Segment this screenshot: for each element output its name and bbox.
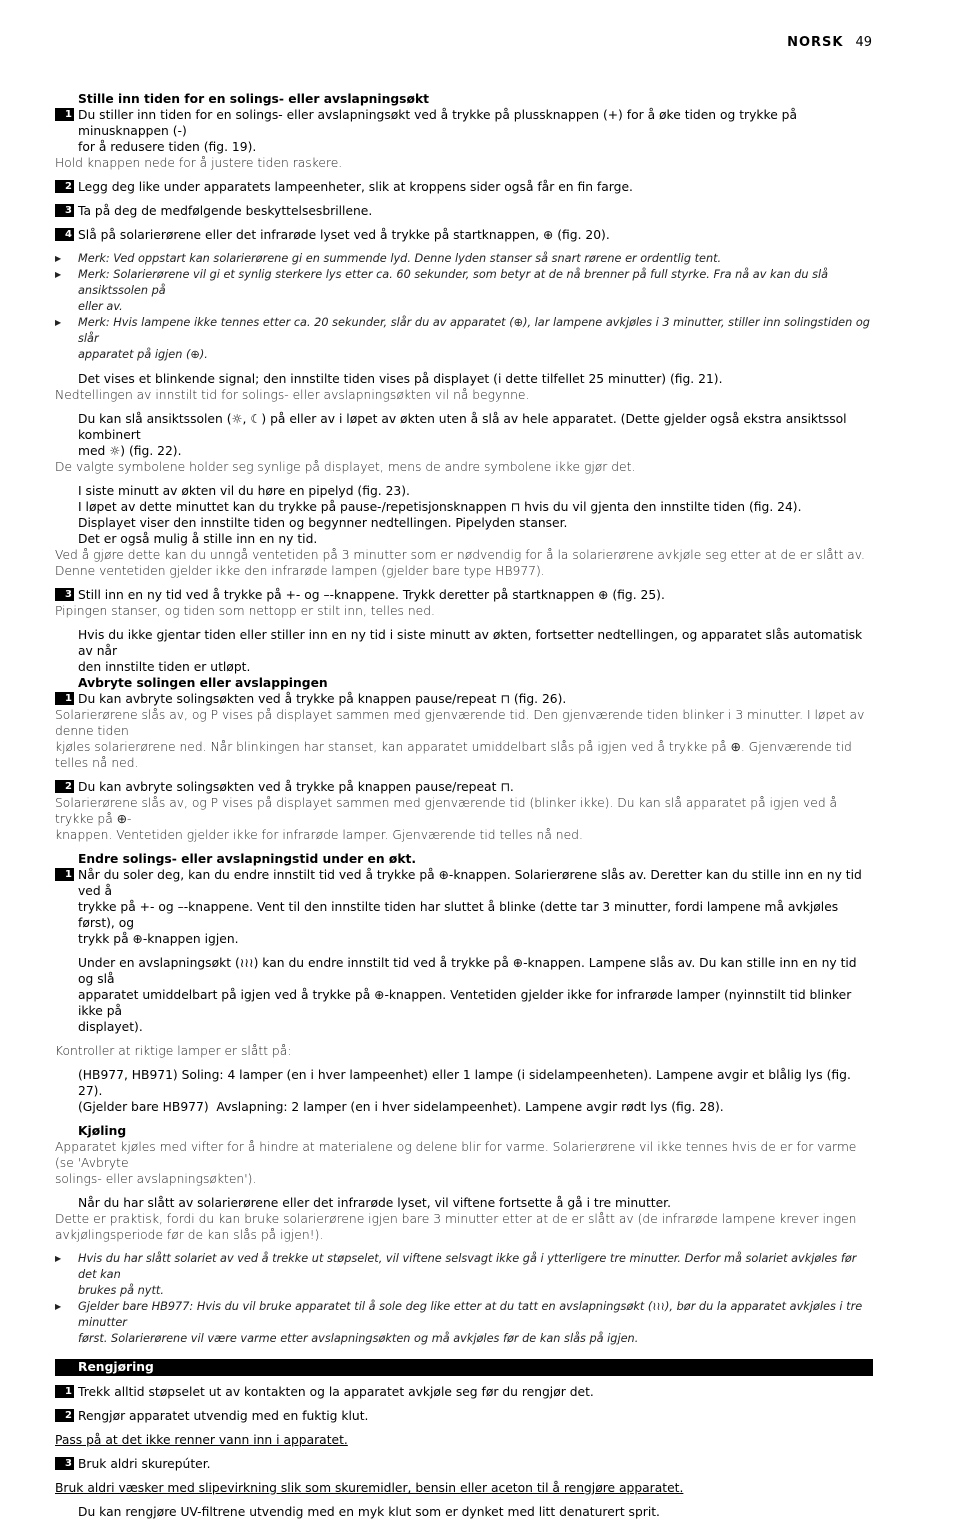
- text-line: De valgte symbolene holder seg synlige på displayet, mens de andre symbolene ikke gjør det.: [55, 460, 636, 474]
- paragraph: [55, 387, 873, 403]
- step-text-line: Ta på deg de medfølgende beskyttelsesbrillene.: [78, 204, 373, 218]
- step-number-badge: 2: [55, 180, 74, 193]
- step-text-line: Trekk alltid støpselet ut av kontakten og la apparatet avkjøle seg før du rengjør det.: [78, 1385, 594, 1399]
- spacer: [55, 843, 873, 851]
- warning-paragraph: [55, 1432, 873, 1448]
- step-number-badge: 1: [55, 868, 74, 881]
- spacer: [55, 771, 873, 779]
- section-heading: Stille inn tiden for en solings- eller avslapningsøkt: [78, 92, 430, 106]
- manual-page-content: [55, 91, 873, 1520]
- paragraph: [55, 1211, 873, 1243]
- text-line: Pipingen stanser, og tiden som nettopp er stilt inn, telles ned.: [55, 604, 435, 618]
- numbered-step: [55, 1408, 873, 1424]
- step-text-line: Du kan avbryte solingsøkten ved å trykke på knappen pause/repeat ⊓.: [78, 780, 514, 794]
- numbered-step: [55, 1384, 873, 1400]
- step-text-line: Legg deg like under apparatets lampeenheter, slik at kroppens sider også får en fin farge.: [78, 180, 633, 194]
- spacer: [55, 619, 873, 627]
- text-line: apparatet umiddelbart på igjen ved å trykke på ⊕-knappen. Ventetiden gjelder ikke for infrarøde lamper (nyinnstilt tid blinker ikke på: [78, 988, 856, 1018]
- paragraph: [55, 547, 873, 579]
- text-line: Displayet viser den innstilte tiden og begynner nedtellingen. Pipelyden stanser.: [78, 516, 568, 530]
- warning-paragraph: [55, 1480, 873, 1496]
- numbered-step: [55, 203, 873, 219]
- page-number: 49: [855, 35, 872, 50]
- spacer: [55, 219, 873, 227]
- text-line: Bruk aldri væsker med slipevirkning slik som skuremidler, bensin eller aceton til å rengjøre apparatet.: [55, 1481, 684, 1495]
- text-line: Kontroller at riktige lamper er slått på:: [55, 1044, 292, 1058]
- bullet-icon: ▶: [55, 1302, 62, 1311]
- text-line: (Gjelder bare HB977) Avslapning: 2 lamper (en i hver sidelampeenhet). Lampene avgir rødt lys (fig. 28).: [78, 1100, 724, 1114]
- text-line: Ved å gjøre dette kan du unngå ventetiden på 3 minutter som er nødvendig for å la solarierørene avkjøle seg etter at de er slått av.: [55, 548, 865, 562]
- numbered-step: [55, 1456, 873, 1472]
- note-item: [55, 267, 873, 315]
- note-text-line: Merk: Solarierørene vil gi et synlig sterkere lys etter ca. 60 sekunder, som betyr at de nå brenner på full styrke. Fra nå av kan du slå ansiktssolen på: [78, 268, 829, 297]
- numbered-step: [55, 179, 873, 195]
- text-line: solings- eller avslapningsøkten').: [55, 1172, 257, 1186]
- step-text-line: Du stiller inn tiden for en solings- eller avslapningsøkt ved å trykke på plussknappen (+) for å øke tiden og trykke på minusknappen (-): [78, 108, 798, 138]
- text-line: I siste minutt av økten vil du høre en pipelyd (fig. 23).: [78, 484, 410, 498]
- section-heading: Avbryte solingen eller avslappingen: [78, 676, 328, 690]
- bullet-icon: ▶: [55, 270, 62, 279]
- spacer: [55, 579, 873, 587]
- note-item: [55, 1299, 873, 1347]
- language-label: NORSK: [787, 35, 844, 50]
- text-line: Under en avslapningsøkt (≀≀≀) kan du endre innstilt tid ved å trykke på ⊕-knappen. Lampene slås av. Du kan stille inn en ny tid og slå: [78, 956, 861, 986]
- step-text-line: Du kan avbryte solingsøkten ved å trykke på knappen pause/repeat ⊓ (fig. 26).: [78, 692, 567, 706]
- text-line: I løpet av dette minuttet kan du trykke på pause-/repetisjonsknappen ⊓ hvis du vil gjenta den innstilte tiden (fig. 24).: [78, 500, 802, 514]
- text-line: Solarierørene slås av, og P vises på displayet sammen med gjenværende tid (blinker ikke). Du kan slå apparatet på igjen ved å trykke på ⊕-: [55, 796, 842, 826]
- indented-paragraph: [55, 1504, 873, 1520]
- spacer: [55, 171, 873, 179]
- bullet-icon: ▶: [55, 254, 62, 263]
- note-text-line: eller av.: [78, 300, 123, 313]
- paragraph: [55, 1139, 873, 1187]
- text-line: Hvis du ikke gjentar tiden eller stiller inn en ny tid i siste minutt av økten, fortsetter nedtellingen, og apparatet slås automatisk av når: [78, 628, 867, 658]
- step-text-line: Slå på solarierørene eller det infrarøde lyset ved å trykke på startknappen, ⊕ (fig. 20).: [78, 228, 610, 242]
- spacer: [55, 1059, 873, 1067]
- spacer: [55, 1400, 873, 1408]
- note-item: [55, 315, 873, 363]
- indented-paragraph: [55, 1195, 873, 1211]
- spacer: [55, 403, 873, 411]
- spacer: [55, 475, 873, 483]
- numbered-step: [55, 227, 873, 243]
- spacer: [55, 1472, 873, 1480]
- text-line: Apparatet kjøles med vifter for å hindre at materialene og delene blir for varme. Solarierørene vil ikke tennes hvis de er for varme (se 'Avbryte: [55, 1140, 861, 1170]
- numbered-step: [55, 587, 873, 603]
- numbered-step: [55, 867, 873, 947]
- text-line: Pass på at det ikke renner vann inn i apparatet.: [55, 1433, 348, 1447]
- numbered-step: [55, 779, 873, 795]
- spacer: [55, 1424, 873, 1432]
- text-line: Dette er praktisk, fordi du kan bruke solarierørene igjen bare 3 minutter etter at de er slått av (de infrarøde lampene krever ingen: [55, 1212, 857, 1226]
- numbered-step: [55, 107, 873, 155]
- step-number-badge: 3: [55, 204, 74, 217]
- spacer: [55, 1115, 873, 1123]
- text-line: knappen. Ventetiden gjelder ikke for infrarøde lamper. Gjenværende tid telles nå ned.: [55, 828, 583, 842]
- text-line: den innstilte tiden er utløpt.: [78, 660, 251, 674]
- step-text-line: trykk på ⊕-knappen igjen.: [78, 932, 239, 946]
- note-text-line: Merk: Hvis lampene ikke tennes etter ca. 20 sekunder, slår du av apparatet (⊕), lar lampene avkjøles i 3 minutter, stiller inn solingstiden og slår: [78, 316, 870, 345]
- step-number-badge: 1: [55, 108, 74, 121]
- paragraph: [55, 795, 873, 843]
- step-number-badge: 1: [55, 692, 74, 705]
- text-line: Det er også mulig å stille inn en ny tid.: [78, 532, 318, 546]
- step-number-badge: 1: [55, 1385, 74, 1398]
- indented-paragraph: [55, 955, 873, 1035]
- text-line: kjøles solarierørene ned. Når blinkingen har stanset, kan apparatet umiddelbart slås på igjen ved å trykke på ⊕. Gjenværende tid telles nå ned.: [55, 740, 856, 770]
- spacer: [55, 195, 873, 203]
- text-line: Hold knappen nede for å justere tiden raskere.: [55, 156, 343, 170]
- step-number-badge: 3: [55, 1457, 74, 1470]
- text-line: med ☼) (fig. 22).: [78, 444, 182, 458]
- section-heading: Endre solings- eller avslapningstid under en økt.: [78, 852, 417, 866]
- note-text-line: først. Solarierørene vil være varme etter avslapningsøkten og må avkjøles før de kan slås på igjen.: [78, 1332, 639, 1345]
- numbered-step: [55, 691, 873, 707]
- indented-paragraph: [55, 483, 873, 547]
- text-line: Du kan slå ansiktssolen (☼, ☾) på eller av i løpet av økten uten å slå av hele apparatet. (Dette gjelder også ekstra ansiktssol kombinert: [78, 412, 851, 442]
- text-line: Du kan rengjøre UV-filtrene utvendig med en myk klut som er dynket med litt denaturert sprit.: [78, 1505, 660, 1519]
- step-text-line: Rengjør apparatet utvendig med en fuktig klut.: [78, 1409, 369, 1423]
- text-line: Solarierørene slås av, og P vises på displayet sammen med gjenværende tid. Den gjenværende tiden blinker i 3 minutter. I løpet av denne tiden: [55, 708, 869, 738]
- text-line: avkjølingsperiode før de kan slås på igjen!).: [55, 1228, 324, 1242]
- spacer: [55, 1187, 873, 1195]
- page-header: [787, 35, 872, 51]
- text-line: Denne ventetiden gjelder ikke den infrarøde lampen (gjelder bare type HB977).: [55, 564, 545, 578]
- step-text-line: Når du soler deg, kan du endre innstilt tid ved å trykke på ⊕-knappen. Solarierørene slås av. Deretter kan du stille inn en ny tid ved å: [78, 868, 862, 898]
- step-number-badge: 4: [55, 228, 74, 241]
- note-item: [55, 1251, 873, 1299]
- spacer: [55, 1243, 873, 1251]
- section-title-bar: Rengjøring: [55, 1359, 873, 1376]
- spacer: [55, 1448, 873, 1456]
- spacer: [55, 947, 873, 955]
- indented-paragraph: [55, 371, 873, 387]
- indented-paragraph: [55, 1067, 873, 1115]
- spacer: [55, 243, 873, 251]
- note-text-line: brukes på nytt.: [78, 1284, 164, 1297]
- text-line: displayet).: [78, 1020, 143, 1034]
- step-text-line: for å redusere tiden (fig. 19).: [78, 140, 257, 154]
- note-item: [55, 251, 873, 267]
- text-line: (HB977, HB971) Soling: 4 lamper (en i hver lampeenhet) eller 1 lampe (i sidelampeenheten). Lampene avgir et blålig lys (fig. 27).: [78, 1068, 855, 1098]
- step-number-badge: 2: [55, 780, 74, 793]
- spacer: [55, 363, 873, 371]
- step-text-line: Bruk aldri skurepúter.: [78, 1457, 211, 1471]
- spacer: [55, 1376, 873, 1384]
- step-text-line: Still inn en ny tid ved å trykke på +- og –-knappene. Trykk deretter på startknappen ⊕ (fig. 25).: [78, 588, 665, 602]
- step-text-line: trykke på +- og –-knappene. Vent til den innstilte tiden har sluttet å blinke (dette tar 3 minutter, fordi lampene må avkjøles først), og: [78, 900, 839, 930]
- step-number-badge: 2: [55, 1409, 74, 1422]
- paragraph: [55, 1043, 873, 1059]
- note-text-line: Merk: Ved oppstart kan solarierørene gi en summende lyd. Denne lyden stanser så snart rørene er ordentlig tent.: [78, 252, 722, 265]
- paragraph: [55, 459, 873, 475]
- indented-paragraph: [55, 627, 873, 675]
- paragraph: [55, 603, 873, 619]
- paragraph: [55, 155, 873, 171]
- note-text-line: apparatet på igjen (⊕).: [78, 348, 208, 361]
- note-text-line: Gjelder bare HB977: Hvis du vil bruke apparatet til å sole deg like etter at du tatt en avslapningsøkt (≀≀≀), bør du la apparatet avkjøles i tre minutter: [78, 1300, 863, 1329]
- note-text-line: Hvis du har slått solariet av ved å trekke ut støpselet, vil viftene selsvagt ikke gå i ytterligere tre minutter. Derfor må solariet avkjøles før det kan: [78, 1252, 857, 1281]
- paragraph: [55, 707, 873, 771]
- step-number-badge: 3: [55, 588, 74, 601]
- text-line: Nedtellingen av innstilt tid for solings- eller avslapningsøkten vil nå begynne.: [55, 388, 530, 402]
- indented-paragraph: [55, 411, 873, 459]
- text-line: Når du har slått av solarierørene eller det infrarøde lyset, vil viftene fortsette å gå i tre minutter.: [78, 1196, 671, 1210]
- spacer: [55, 1035, 873, 1043]
- bullet-icon: ▶: [55, 1254, 62, 1263]
- spacer: [55, 1496, 873, 1504]
- text-line: Det vises et blinkende signal; den innstilte tiden vises på displayet (i dette tilfellet 25 minutter) (fig. 21).: [78, 372, 723, 386]
- bullet-icon: ▶: [55, 318, 62, 327]
- section-heading: Kjøling: [78, 1124, 127, 1138]
